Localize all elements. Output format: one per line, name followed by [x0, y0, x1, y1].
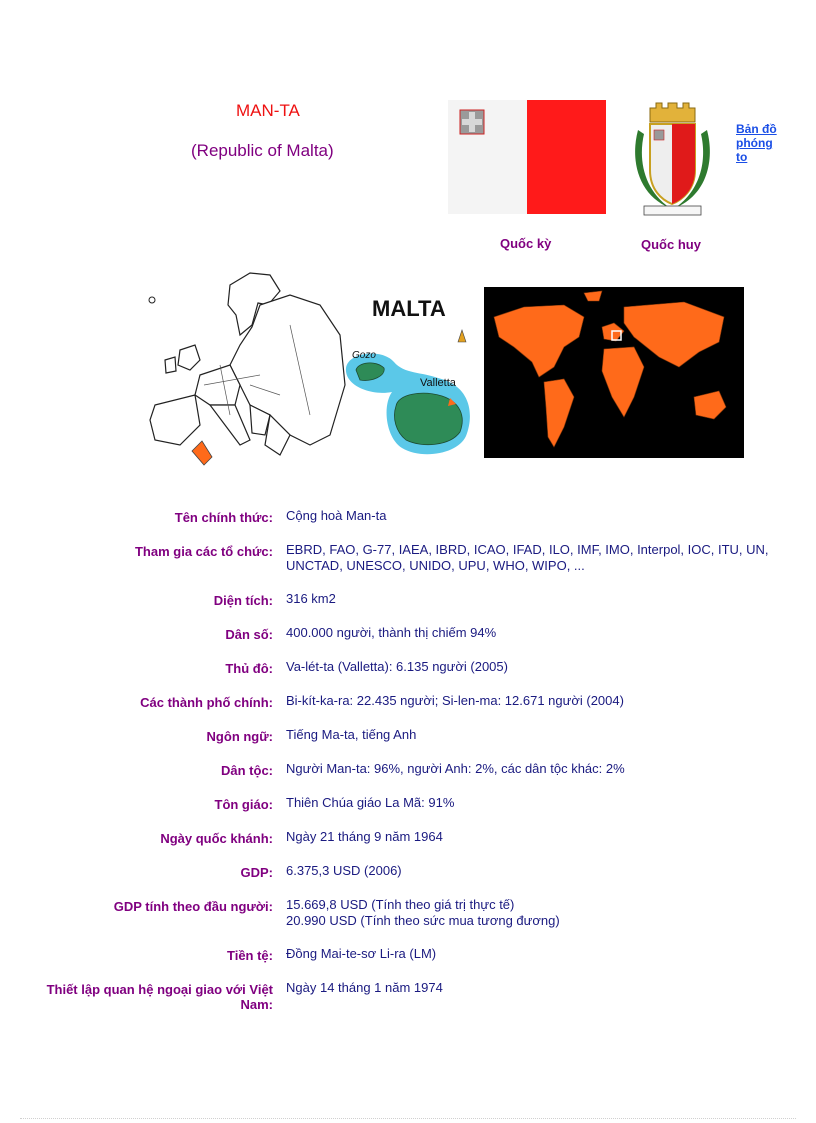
- fact-row-religion: [40, 795, 780, 829]
- fact-row-population: [40, 625, 780, 659]
- footer-divider: [20, 1118, 796, 1119]
- country-subtitle: (Republic of Malta): [191, 141, 334, 160]
- fact-label: Dân tộc:: [221, 763, 273, 778]
- fact-row-languages: [40, 727, 780, 761]
- malta-map-label: MALTA: [372, 296, 446, 321]
- fact-label: Tên chính thức:: [174, 510, 273, 525]
- fact-label: GDP:: [240, 865, 273, 880]
- fact-value: 400.000 người, thành thị chiếm 94%: [286, 625, 497, 640]
- europe-locator-map: [140, 265, 350, 475]
- fact-value: Thiên Chúa giáo La Mã: 91%: [286, 795, 455, 810]
- fact-row-major-cities: [40, 693, 780, 727]
- fact-value: Người Man-ta: 96%, người Anh: 2%, các dân tộc khác: 2%: [286, 761, 625, 776]
- fact-row-gdp-per-capita: [40, 897, 780, 946]
- fact-row-gdp: [40, 863, 780, 897]
- fact-value: EBRD, FAO, G-77, IAEA, IBRD, ICAO, IFAD, ILO, IMF, IMO, Interpol, IOC, ITU, UN, UNCTAD, UNESCO, UNIDO, UPU, WHO, WIPO, ...: [286, 542, 769, 573]
- fact-label: Các thành phố chính:: [140, 695, 273, 710]
- fact-value-line: 20.990 USD (Tính theo sức mua tương đương): [286, 913, 560, 928]
- fact-value: Tiếng Ma-ta, tiếng Anh: [286, 727, 417, 742]
- fact-label: Diện tích:: [213, 593, 273, 608]
- fact-label: Ngôn ngữ:: [206, 729, 273, 744]
- fact-label: Thiết lập quan hệ ngoại giao với Việt Nam:: [46, 982, 273, 1012]
- fact-label: Dân số:: [225, 627, 273, 642]
- valletta-label: Valletta: [420, 377, 456, 389]
- fact-label: Tham gia các tổ chức:: [134, 544, 273, 559]
- enlarge-map-link[interactable]: Bản đồ phóng to: [736, 122, 777, 164]
- fact-row-ethnic-groups: [40, 761, 780, 795]
- fact-value: 316 km2: [286, 591, 336, 606]
- fact-value: Cộng hoà Man-ta: [286, 508, 387, 523]
- gozo-label: Gozo: [352, 350, 376, 361]
- fact-row-currency: [40, 946, 780, 980]
- flag-caption: Quốc kỳ: [500, 236, 552, 251]
- fact-row-area: [40, 591, 780, 625]
- fact-row-organizations: [40, 542, 780, 591]
- coat-of-arms-caption: Quốc huy: [641, 237, 701, 252]
- fact-row-diplomatic-relations: [40, 980, 780, 1029]
- fact-value-line: 15.669,8 USD (Tính theo giá trị thực tế): [286, 897, 515, 912]
- fact-value: [286, 897, 780, 946]
- fact-value: Ngày 21 tháng 9 năm 1964: [286, 829, 443, 844]
- malta-detail-map: [342, 286, 477, 466]
- fact-label: Tiền tệ:: [227, 948, 273, 963]
- fact-label: Ngày quốc khánh:: [160, 831, 273, 846]
- fact-value: Ngày 14 tháng 1 năm 1974: [286, 980, 443, 995]
- fact-label: Tôn giáo:: [214, 797, 273, 812]
- world-locator-map: [484, 287, 744, 458]
- fact-value: Va-lét-ta (Valletta): 6.135 người (2005): [286, 659, 508, 674]
- fact-label: Thủ đô:: [225, 661, 273, 676]
- fact-value: Đồng Mai-te-sơ Li-ra (LM): [286, 946, 437, 961]
- coat-of-arms-image: [630, 100, 715, 222]
- fact-row-national-day: [40, 829, 780, 863]
- fact-value: 6.375,3 USD (2006): [286, 863, 402, 878]
- fact-value: Bi-kít-ka-ra: 22.435 người; Si-len-ma: 12.671 người (2004): [286, 693, 624, 708]
- fact-row-official-name: [40, 508, 780, 542]
- malta-flag-image: [448, 100, 606, 214]
- country-title: MAN-TA: [236, 101, 300, 120]
- fact-row-capital: [40, 659, 780, 693]
- fact-label: GDP tính theo đầu người:: [113, 899, 273, 914]
- country-facts-table: [40, 508, 780, 1029]
